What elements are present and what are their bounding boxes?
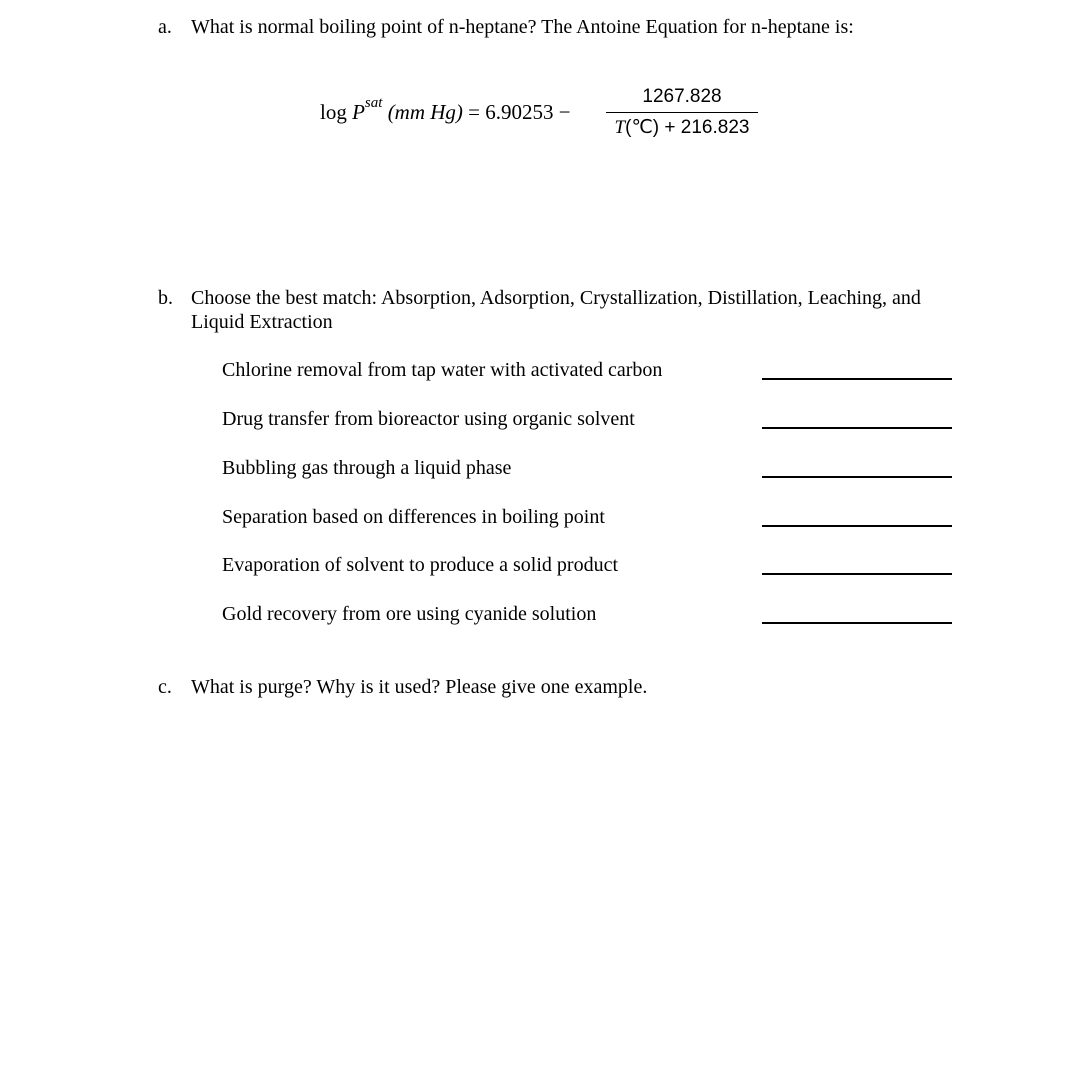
answer-blank-line[interactable] (762, 573, 952, 575)
equation-units: (mm Hg) (387, 100, 463, 124)
answer-blank-line[interactable] (762, 476, 952, 478)
equation-log: log (320, 100, 347, 124)
equation-denominator-t: T (614, 117, 626, 138)
match-row (222, 553, 952, 583)
match-row (222, 505, 952, 535)
question-a-marker: a. (158, 16, 172, 38)
match-item-label: Bubbling gas through a liquid phase (222, 457, 512, 479)
answer-blank-line[interactable] (762, 525, 952, 527)
question-c-text: What is purge? Why is it used? Please give one example. (191, 676, 648, 698)
match-row (222, 358, 952, 388)
question-a-text: What is normal boiling point of n-heptane? The Antoine Equation for n-heptane is: (191, 16, 854, 38)
match-item-label: Chlorine removal from tap water with activated carbon (222, 359, 663, 381)
match-row (222, 602, 952, 632)
match-item-label: Evaporation of solvent to produce a solid product (222, 554, 619, 576)
answer-blank-line[interactable] (762, 622, 952, 624)
equation-sat-superscript: sat (364, 95, 383, 111)
fraction-bar (606, 112, 758, 113)
match-row (222, 456, 952, 486)
match-item-label: Gold recovery from ore using cyanide solution (222, 603, 597, 625)
equation-left-side (320, 95, 571, 124)
equation-denominator (606, 115, 758, 141)
answer-blank-line[interactable] (762, 378, 952, 380)
equation-fraction (606, 84, 758, 141)
equation-denominator-rest: (℃) + 216.823 (625, 117, 750, 138)
question-c-marker: c. (158, 676, 172, 698)
equation-constant: = 6.90253 − (468, 100, 571, 124)
question-b-marker: b. (158, 287, 173, 309)
equation-numerator: 1267.828 (642, 86, 722, 107)
question-b-text: Choose the best match: Absorption, Adsorption, Crystallization, Distillation, Leaching, and Liquid Extraction (191, 287, 921, 333)
equation-p: P (352, 100, 365, 124)
match-item-label: Drug transfer from bioreactor using organic solvent (222, 408, 635, 430)
match-item-label: Separation based on differences in boiling point (222, 506, 605, 528)
match-row (222, 407, 952, 437)
answer-blank-line[interactable] (762, 427, 952, 429)
